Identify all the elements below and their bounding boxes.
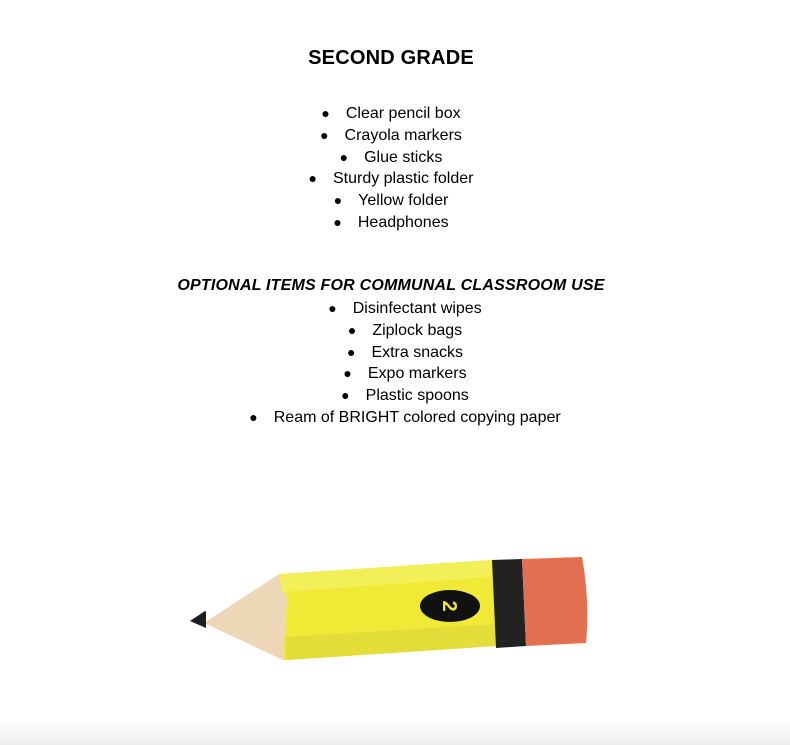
pencil-ferrule xyxy=(492,559,526,648)
list-item-text: Clear pencil box xyxy=(345,105,461,122)
list-item xyxy=(0,125,782,147)
list-item xyxy=(0,342,790,364)
optional-items-heading: OPTIONAL ITEMS FOR COMMUNAL CLASSROOM USE xyxy=(177,277,605,294)
list-item-text: Headphones xyxy=(357,213,449,231)
list-item xyxy=(0,168,782,190)
page-bottom-shadow xyxy=(0,719,790,745)
bullet-icon: ● xyxy=(339,148,349,165)
bullet-icon: ● xyxy=(321,105,330,121)
list-item-text: Ziplock bags xyxy=(372,321,463,339)
bullet-icon: ● xyxy=(333,213,342,230)
list-item xyxy=(0,407,790,429)
list-item xyxy=(0,103,782,125)
list-item xyxy=(0,212,782,234)
bullet-icon: ● xyxy=(347,321,357,338)
list-item-text: Sturdy plastic folder xyxy=(332,170,474,188)
list-item xyxy=(0,190,782,212)
list-item-text: Yellow folder xyxy=(358,192,449,210)
pencil-illustration xyxy=(185,550,595,670)
list-item-text: Plastic spoons xyxy=(365,387,469,405)
list-item-text: Ream of BRIGHT colored copying paper xyxy=(273,408,561,426)
bullet-icon: ● xyxy=(308,170,317,187)
supplies-list xyxy=(0,103,782,234)
list-item-text: Glue sticks xyxy=(364,148,443,166)
pencil-wood-tip xyxy=(204,574,287,660)
bullet-icon: ● xyxy=(328,300,337,316)
bullet-icon: ● xyxy=(249,408,258,425)
bullet-icon: ● xyxy=(341,387,350,404)
bullet-icon: ● xyxy=(346,343,356,360)
list-item xyxy=(0,147,782,169)
optional-items-list xyxy=(0,298,790,429)
bullet-icon: ● xyxy=(333,192,343,209)
list-item-text: Extra snacks xyxy=(371,343,464,361)
pencil-eraser xyxy=(522,557,587,646)
list-item xyxy=(0,320,790,342)
list-item-text: Expo markers xyxy=(367,365,467,383)
pencil-number: 2 xyxy=(438,600,460,612)
list-item-text: Crayola markers xyxy=(344,126,462,144)
list-item xyxy=(0,385,790,407)
list-item-text: Disinfectant wipes xyxy=(352,300,482,317)
list-item xyxy=(0,298,790,320)
bullet-icon: ● xyxy=(320,126,329,143)
bullet-icon: ● xyxy=(343,365,352,382)
page-title: SECOND GRADE xyxy=(308,47,474,69)
list-item xyxy=(0,363,790,385)
